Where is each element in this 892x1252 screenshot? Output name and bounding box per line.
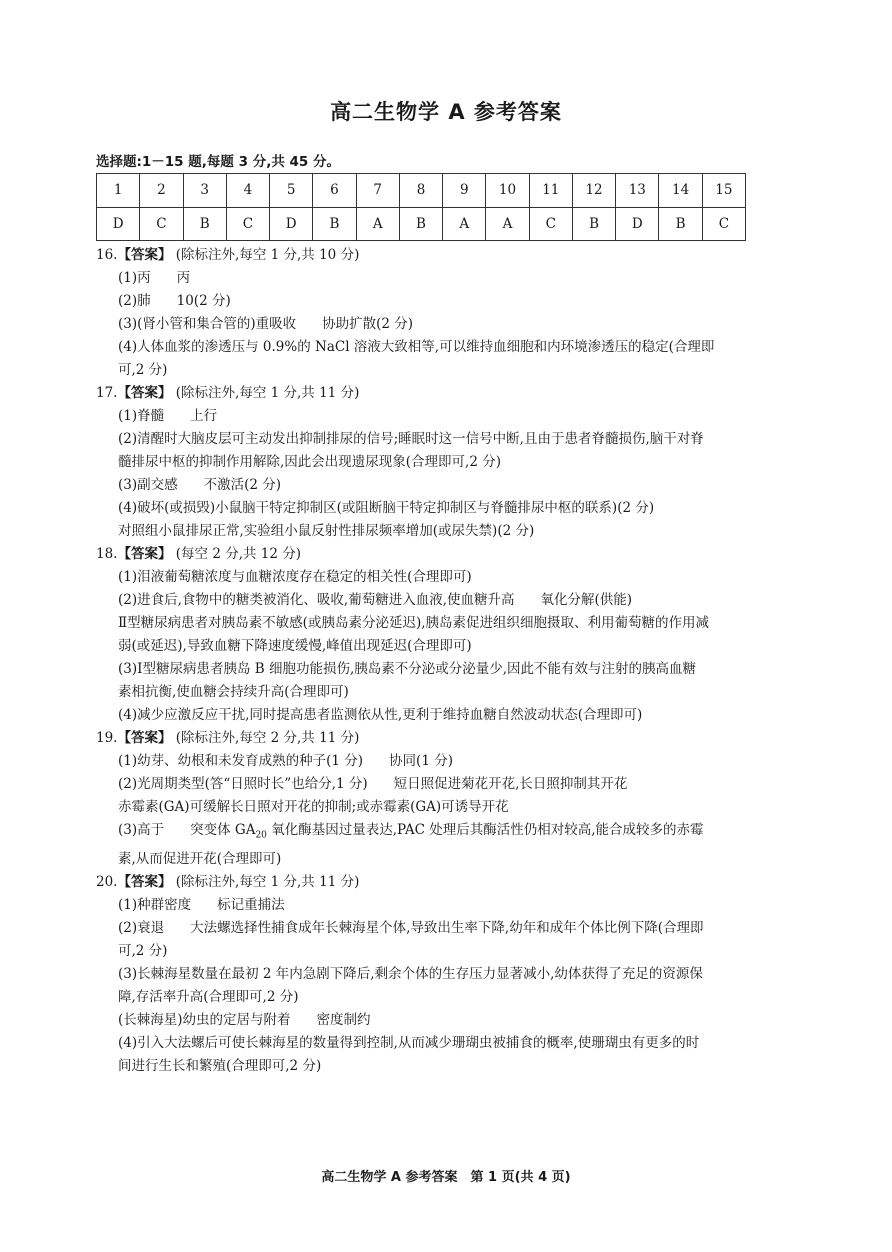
answer-letter: A [486, 207, 529, 241]
answer-line: (长棘海星)幼虫的定居与附着 密度制约 [118, 1011, 371, 1028]
question-header: 20.【答案】 (除标注外,每空 1 分,共 11 分) [96, 873, 360, 890]
question-number: 12 [572, 174, 615, 208]
answer-line: 对照组小鼠排尿正常,实验组小鼠反射性排尿频率增加(或尿失禁)(2 分) [118, 523, 535, 539]
page-title: 高二生物学 A 参考答案 [330, 100, 562, 124]
answer-line: (1)种群密度 标记重捕法 [118, 896, 285, 913]
answer-line: (4)减少应激反应干扰,同时提高患者监测依从性,更利于维持血糖自然波动状态(合理即可) [118, 707, 643, 723]
question-18 [96, 543, 806, 727]
answer-line: (3)副交感 不激活(2 分) [118, 477, 282, 493]
question-number: 10 [486, 174, 529, 208]
answer-line: 可,2 分) [118, 942, 168, 959]
answer-line: (4)引入大法螺后可使长棘海星的数量得到控制,从而减少珊瑚虫被捕食的概率,使珊瑚虫有更多的时 [118, 1034, 700, 1051]
answer-line: (2)肺 10(2 分) [118, 293, 231, 309]
answer-letter: C [702, 207, 745, 241]
answer-letter: B [659, 207, 702, 241]
question-header: 19.【答案】 (除标注外,每空 2 分,共 11 分) [96, 730, 360, 746]
question-20 [96, 871, 806, 1078]
answer-line: 素,从而促进开花(合理即可) [118, 850, 282, 867]
question-number: 9 [443, 174, 486, 208]
question-number: 8 [399, 174, 442, 208]
answer-letter: C [140, 207, 183, 241]
answer-line: (1)脊髓 上行 [118, 408, 218, 424]
answer-line: (2)光周期类型(答“日照时长”也给分,1 分) 短日照促进菊花开花,长日照抑制其开花 [118, 776, 628, 792]
answer-line: (3)(肾小管和集合管的)重吸收 协助扩散(2 分) [118, 316, 414, 332]
answer-letter: B [572, 207, 615, 241]
answer-line: (3)高于 突变体 $GA_{20}$ 氧化酶基因过量表达,PAC 处理后其酶活性仍相对较高,能合成较多的赤霉 [118, 822, 704, 841]
question-number: 5 [270, 174, 313, 208]
answer-letter: B [183, 207, 226, 241]
question-number: 3 [183, 174, 226, 208]
answer-line: 障,存活率升高(合理即可,2 分) [118, 988, 299, 1005]
answer-line: (1)丙 丙 [118, 270, 191, 286]
question-17 [96, 382, 806, 543]
answer-line: (4)破坏(或损毁)小鼠脑干特定抑制区(或阻断脑干特定抑制区与脊髓排尿中枢的联系)(2 分) [118, 500, 655, 516]
answer-line: (2)衰退 大法螺选择性捕食成年长棘海星个体,导致出生率下降,幼年和成年个体比例下降(合理即 [118, 919, 704, 936]
answer-letter: D [97, 207, 140, 241]
multiple-choice-intro: 选择题:1－15 题,每题 3 分,共 45 分。 [96, 154, 341, 170]
answer-line: (1)幼芽、幼根和未发育成熟的种子(1 分) 协同(1 分) [118, 753, 453, 769]
answer-line: (2)清醒时大脑皮层可主动发出抑制排尿的信号;睡眠时这一信号中断,且由于患者脊髓损伤,脑干对脊 [118, 431, 704, 447]
answer-line: 可,2 分) [118, 362, 168, 378]
question-header: 16.【答案】 (除标注外,每空 1 分,共 10 分) [96, 247, 360, 263]
answer-letter: B [399, 207, 442, 241]
answer-letter: A [356, 207, 399, 241]
question-number: 2 [140, 174, 183, 208]
question-number: 1 [97, 174, 140, 208]
question-number: 14 [659, 174, 702, 208]
answer-row [97, 207, 746, 241]
answer-letter: C [529, 207, 572, 241]
question-number: 7 [356, 174, 399, 208]
question-number: 6 [313, 174, 356, 208]
question-number: 13 [616, 174, 659, 208]
answer-line: (3)Ⅰ型糖尿病患者胰岛 B 细胞功能损伤,胰岛素不分泌或分泌量少,因此不能有效与注射的胰高血糖 [118, 661, 697, 677]
answer-content [96, 244, 806, 1078]
answer-letter: D [616, 207, 659, 241]
question-header: 18.【答案】 (每空 2 分,共 12 分) [96, 546, 302, 562]
answer-letter: B [313, 207, 356, 241]
answer-line: (2)进食后,食物中的糖类被消化、吸收,葡萄糖进入血液,使血糖升高 氧化分解(供能) [118, 592, 633, 608]
question-16 [96, 244, 806, 382]
answer-line: 素相抗衡,使血糖会持续升高(合理即可) [118, 684, 349, 700]
question-number: 11 [529, 174, 572, 208]
answer-line: 弱(或延迟),导致血糖下降速度缓慢,峰值出现延迟(合理即可) [118, 638, 472, 654]
question-19 [96, 727, 806, 871]
answer-line: (4)人体血浆的渗透压与 0.9%的 NaCl 溶液大致相等,可以维持血细胞和内环境渗透压的稳定(合理即 [118, 339, 715, 355]
question-header: 17.【答案】 (除标注外,每空 1 分,共 11 分) [96, 385, 360, 401]
question-number: 4 [226, 174, 269, 208]
answer-line: Ⅱ型糖尿病患者对胰岛素不敏感(或胰岛素分泌延迟),胰岛素促进组织细胞摄取、利用葡萄糖的作用减 [118, 615, 709, 631]
question-number-row [97, 174, 746, 208]
answer-letter: C [226, 207, 269, 241]
answer-line: 髓排尿中枢的抑制作用解除,因此会出现遗尿现象(合理即可,2 分) [118, 454, 501, 470]
answer-line: 赤霉素(GA)可缓解长日照对开花的抑制;或赤霉素(GA)可诱导开花 [118, 799, 509, 815]
answer-line: (1)泪液葡萄糖浓度与血糖浓度存在稳定的相关性(合理即可) [118, 569, 472, 585]
answer-letter: A [443, 207, 486, 241]
question-number: 15 [702, 174, 745, 208]
page-footer: 高二生物学 A 参考答案 第 1 页(共 4 页) [321, 1170, 571, 1185]
multiple-choice-answer-table [96, 173, 746, 241]
answer-line: (3)长棘海星数量在最初 2 年内急剧下降后,剩余个体的生存压力显著减小,幼体获得了充足的资源保 [118, 965, 703, 982]
answer-letter: D [270, 207, 313, 241]
answer-line: 间进行生长和繁殖(合理即可,2 分) [118, 1057, 322, 1074]
